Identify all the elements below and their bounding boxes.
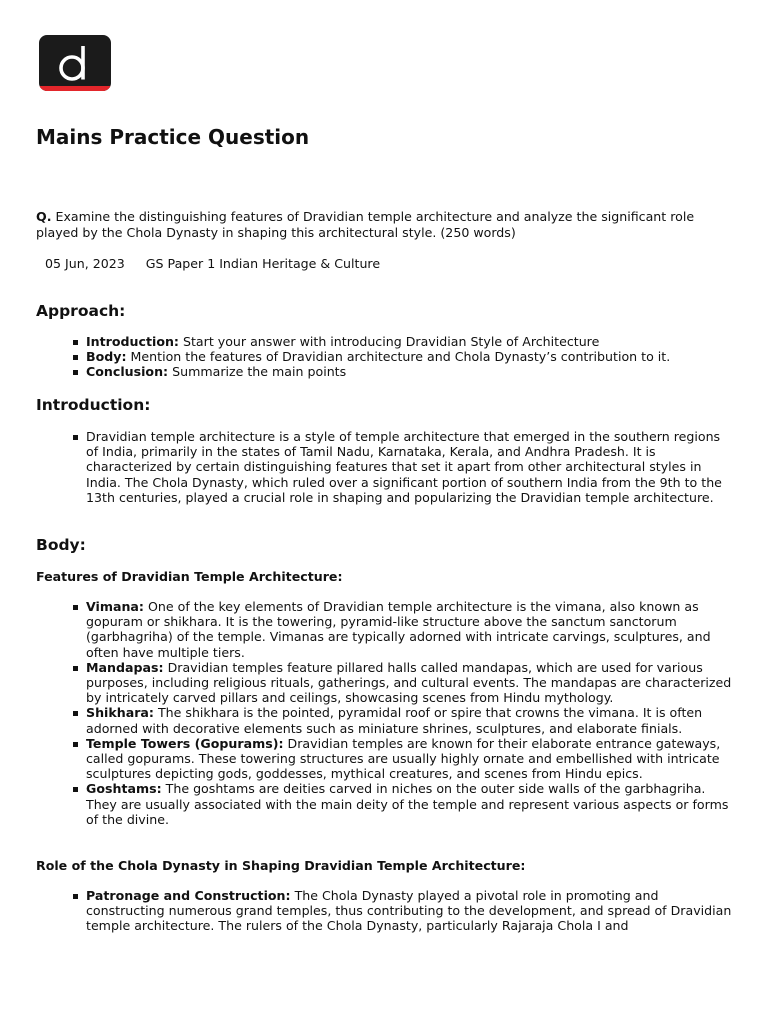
list-item xyxy=(86,781,736,827)
item-text: The shikhara is the pointed, pyramidal roof or spire that crowns the vimana. It is often adorned with decorative elements such as miniature shrines, sculptures, and elaborate finials. xyxy=(86,705,703,736)
introduction-list xyxy=(36,429,736,505)
item-text: Dravidian temple architecture is a style of temple architecture that emerged in the southern regions of India, primarily in the states of Tamil Nadu, Karnataka, Kerala, and Andhra Pradesh. It is characterized by certain distinguishing features that set it apart from other architectural styles in India. The Chola Dynasty, which ruled over a significant portion of southern India from the 9th to the 13th centuries, played a crucial role in shaping and popularizing the Dravidian temple architecture. xyxy=(86,429,722,505)
item-label: Vimana: xyxy=(86,599,144,614)
role-list xyxy=(36,888,736,934)
approach-list xyxy=(36,334,736,380)
item-text: The goshtams are deities carved in niches on the outer side walls of the garbhagriha. They are usually associated with the main deity of the temple and represent various aspects or forms of the divine. xyxy=(86,781,729,827)
item-text: Mention the features of Dravidian architecture and Chola Dynasty’s contribution to it. xyxy=(130,349,671,365)
item-text: Summarize the main points xyxy=(172,364,347,380)
item-text: The Chola Dynasty played a pivotal role in promoting and constructing numerous grand temples, thus contributing to the development, and spread of Dravidian temple architecture. The rulers of the Chola Dynasty, particularly Rajaraja Chola I and xyxy=(86,888,732,934)
question-text xyxy=(36,209,736,241)
item-label: Patronage and Construction: xyxy=(86,888,291,903)
question-prefix: Q. xyxy=(36,209,52,224)
features-list xyxy=(36,599,736,827)
logo-red-stripe xyxy=(39,86,111,91)
introduction-heading: Introduction: xyxy=(36,396,151,414)
drishti-d-logo-icon xyxy=(39,35,111,91)
list-item xyxy=(86,334,736,349)
list-item xyxy=(86,429,736,505)
question-body: Examine the distinguishing features of Dravidian temple architecture and analyze the significant role played by the Chola Dynasty in shaping this architectural style. (250 words) xyxy=(36,209,695,240)
item-label: Introduction: xyxy=(86,334,179,349)
list-item xyxy=(86,705,736,735)
list-item xyxy=(86,660,736,706)
question-date: 05 Jun, 2023 xyxy=(45,256,125,271)
question-meta xyxy=(45,256,397,272)
list-item xyxy=(86,364,736,379)
list-item xyxy=(86,349,736,364)
body-heading: Body: xyxy=(36,536,86,554)
d-letter-glyph xyxy=(39,35,111,91)
item-label: Mandapas: xyxy=(86,659,164,675)
approach-heading: Approach: xyxy=(36,302,126,320)
item-label: Conclusion: xyxy=(86,364,169,380)
list-item xyxy=(86,888,736,934)
item-label: Goshtams: xyxy=(86,781,162,797)
list-item xyxy=(86,599,736,660)
role-heading: Role of the Chola Dynasty in Shaping Dravidian Temple Architecture: xyxy=(36,858,526,873)
question-paper: GS Paper 1 Indian Heritage & Culture xyxy=(145,256,381,271)
list-item xyxy=(86,736,736,782)
item-text: Dravidian temples are known for their elaborate entrance gateways, called gopurams. These towering structures are usually highly ornate and embellished with intricate sculptures depicting gods, goddesses, mythical creatures, and scenes from Hindu epics. xyxy=(86,735,721,782)
item-text: One of the key elements of Dravidian temple architecture is the vimana, also known as gopuram or shikhara. It is the towering, pyramid-like structure above the sanctum sanctorum (garbhagriha) of the temple. Vimanas are typically adorned with intricate carvings, sculptures, and often have multiple tiers. xyxy=(86,599,711,660)
item-label: Body: xyxy=(86,349,127,365)
item-label: Temple Towers (Gopurams): xyxy=(86,735,284,751)
page-title: Mains Practice Question xyxy=(36,125,310,149)
item-text: Start your answer with introducing Dravidian Style of Architecture xyxy=(183,334,600,349)
item-text: Dravidian temples feature pillared halls called mandapas, which are used for various purposes, including religious rituals, gatherings, and cultural events. The mandapas are characterized by intricately carved pillars and ceilings, showcasing scenes from Hindu mythology. xyxy=(86,659,732,706)
item-label: Shikhara: xyxy=(86,705,154,721)
features-heading: Features of Dravidian Temple Architecture: xyxy=(36,569,343,584)
